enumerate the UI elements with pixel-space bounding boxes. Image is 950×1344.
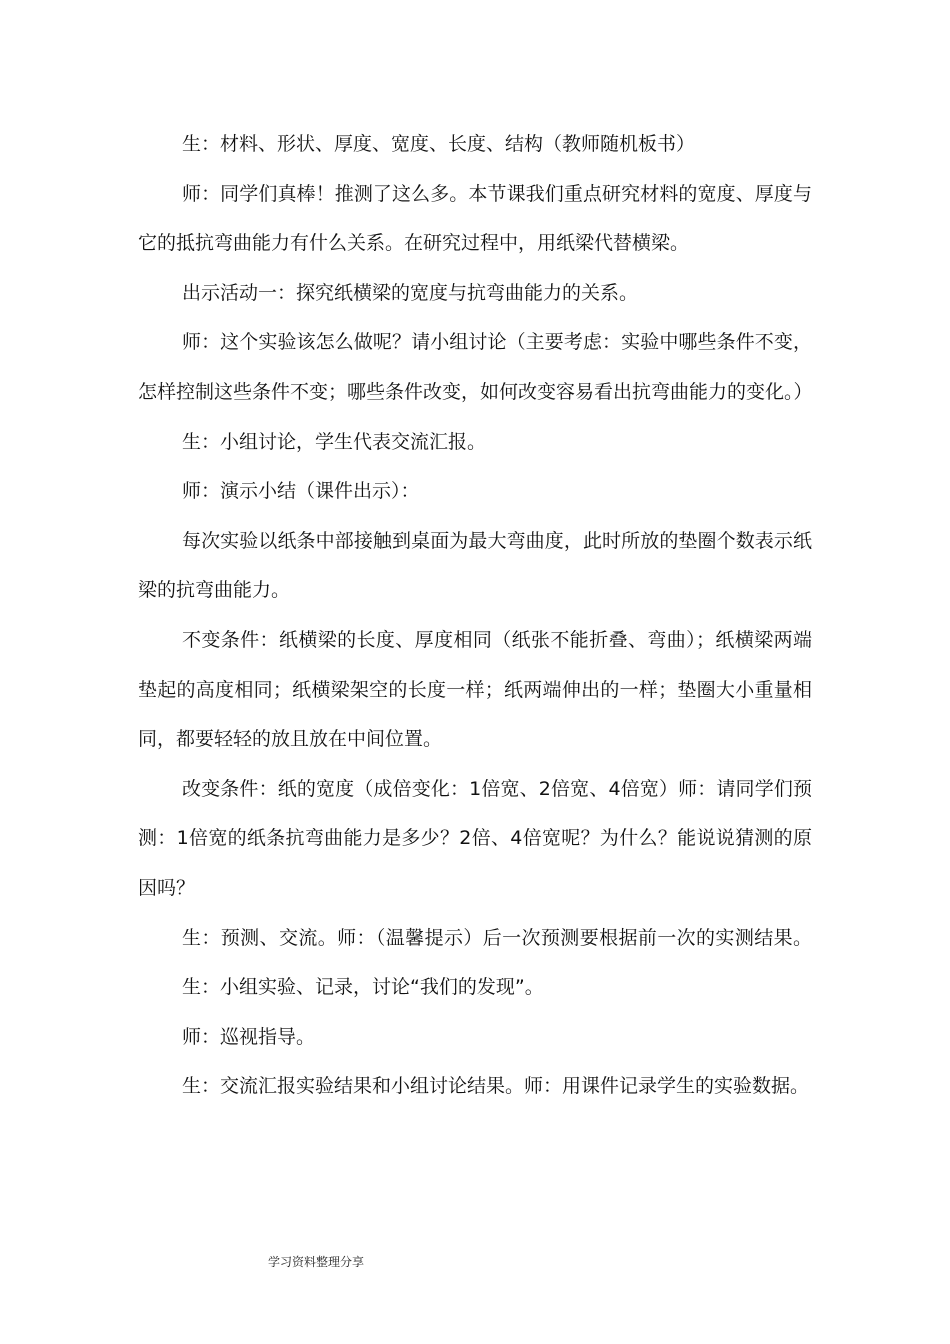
paragraph-teacher-guide: 师：巡视指导。 [182,1025,316,1048]
paragraph-experiment-rule: 每次实验以纸条中部接触到桌面为最大弯曲度，此时所放的垫圈个数表示纸梁的抗弯曲能力。 [138,529,812,602]
paragraph-teacher-demo-summary: 师：演示小结（课件出示）： [182,480,420,503]
paragraph-student-discussion: 生：小组讨论，学生代表交流汇报。 [182,430,487,453]
page-footer: 学习资料整理分享 [268,1255,365,1269]
paragraph-activity-one: 出示活动一：探究纸横梁的宽度与抗弯曲能力的关系。 [182,281,639,304]
paragraph-constant-conditions: 不变条件：纸横梁的长度、厚度相同（纸张不能折叠、弯曲）；纸横梁两端垫起的高度相同；纸横梁架空的长度一样；纸两端伸出的一样；垫圈大小重量相同，都要轻轻的放且放在中间位置。 [138,628,812,751]
paragraph-teacher-discussion: 师：这个实验该怎么做呢？请小组讨论（主要考虑：实验中哪些条件不变，怎样控制这些条件不变；哪些条件改变，如何改变容易看出抗弯曲能力的变化。） [138,331,813,403]
document-body [138,120,812,1112]
paragraph-student-answer-factors: 生：材料、形状、厚度、宽度、长度、结构（教师随机板书） [182,133,696,155]
paragraph-changed-conditions: 改变条件：纸的宽度（成倍变化：1倍宽、2倍宽、4倍宽）师：请同学们预测：1倍宽的纸条抗弯曲能力是多少？2倍、4倍宽呢？为什么？能说说猜测的原因吗？ [138,777,812,899]
paragraph-student-predict: 生：预测、交流。师：（温馨提示）后一次预测要根据前一次的实测结果。生：小组实验、记录，讨论“我们的发现”。 [182,926,812,999]
paragraph-student-report: 生：交流汇报实验结果和小组讨论结果。师：用课件记录学生的实验数据。 [182,1075,810,1098]
paragraph-teacher-focus: 师：同学们真棒！推测了这么多。本节课我们重点研究材料的宽度、厚度与它的抵抗弯曲能力有什么关系。在研究过程中，用纸梁代替横梁。 [138,182,812,255]
